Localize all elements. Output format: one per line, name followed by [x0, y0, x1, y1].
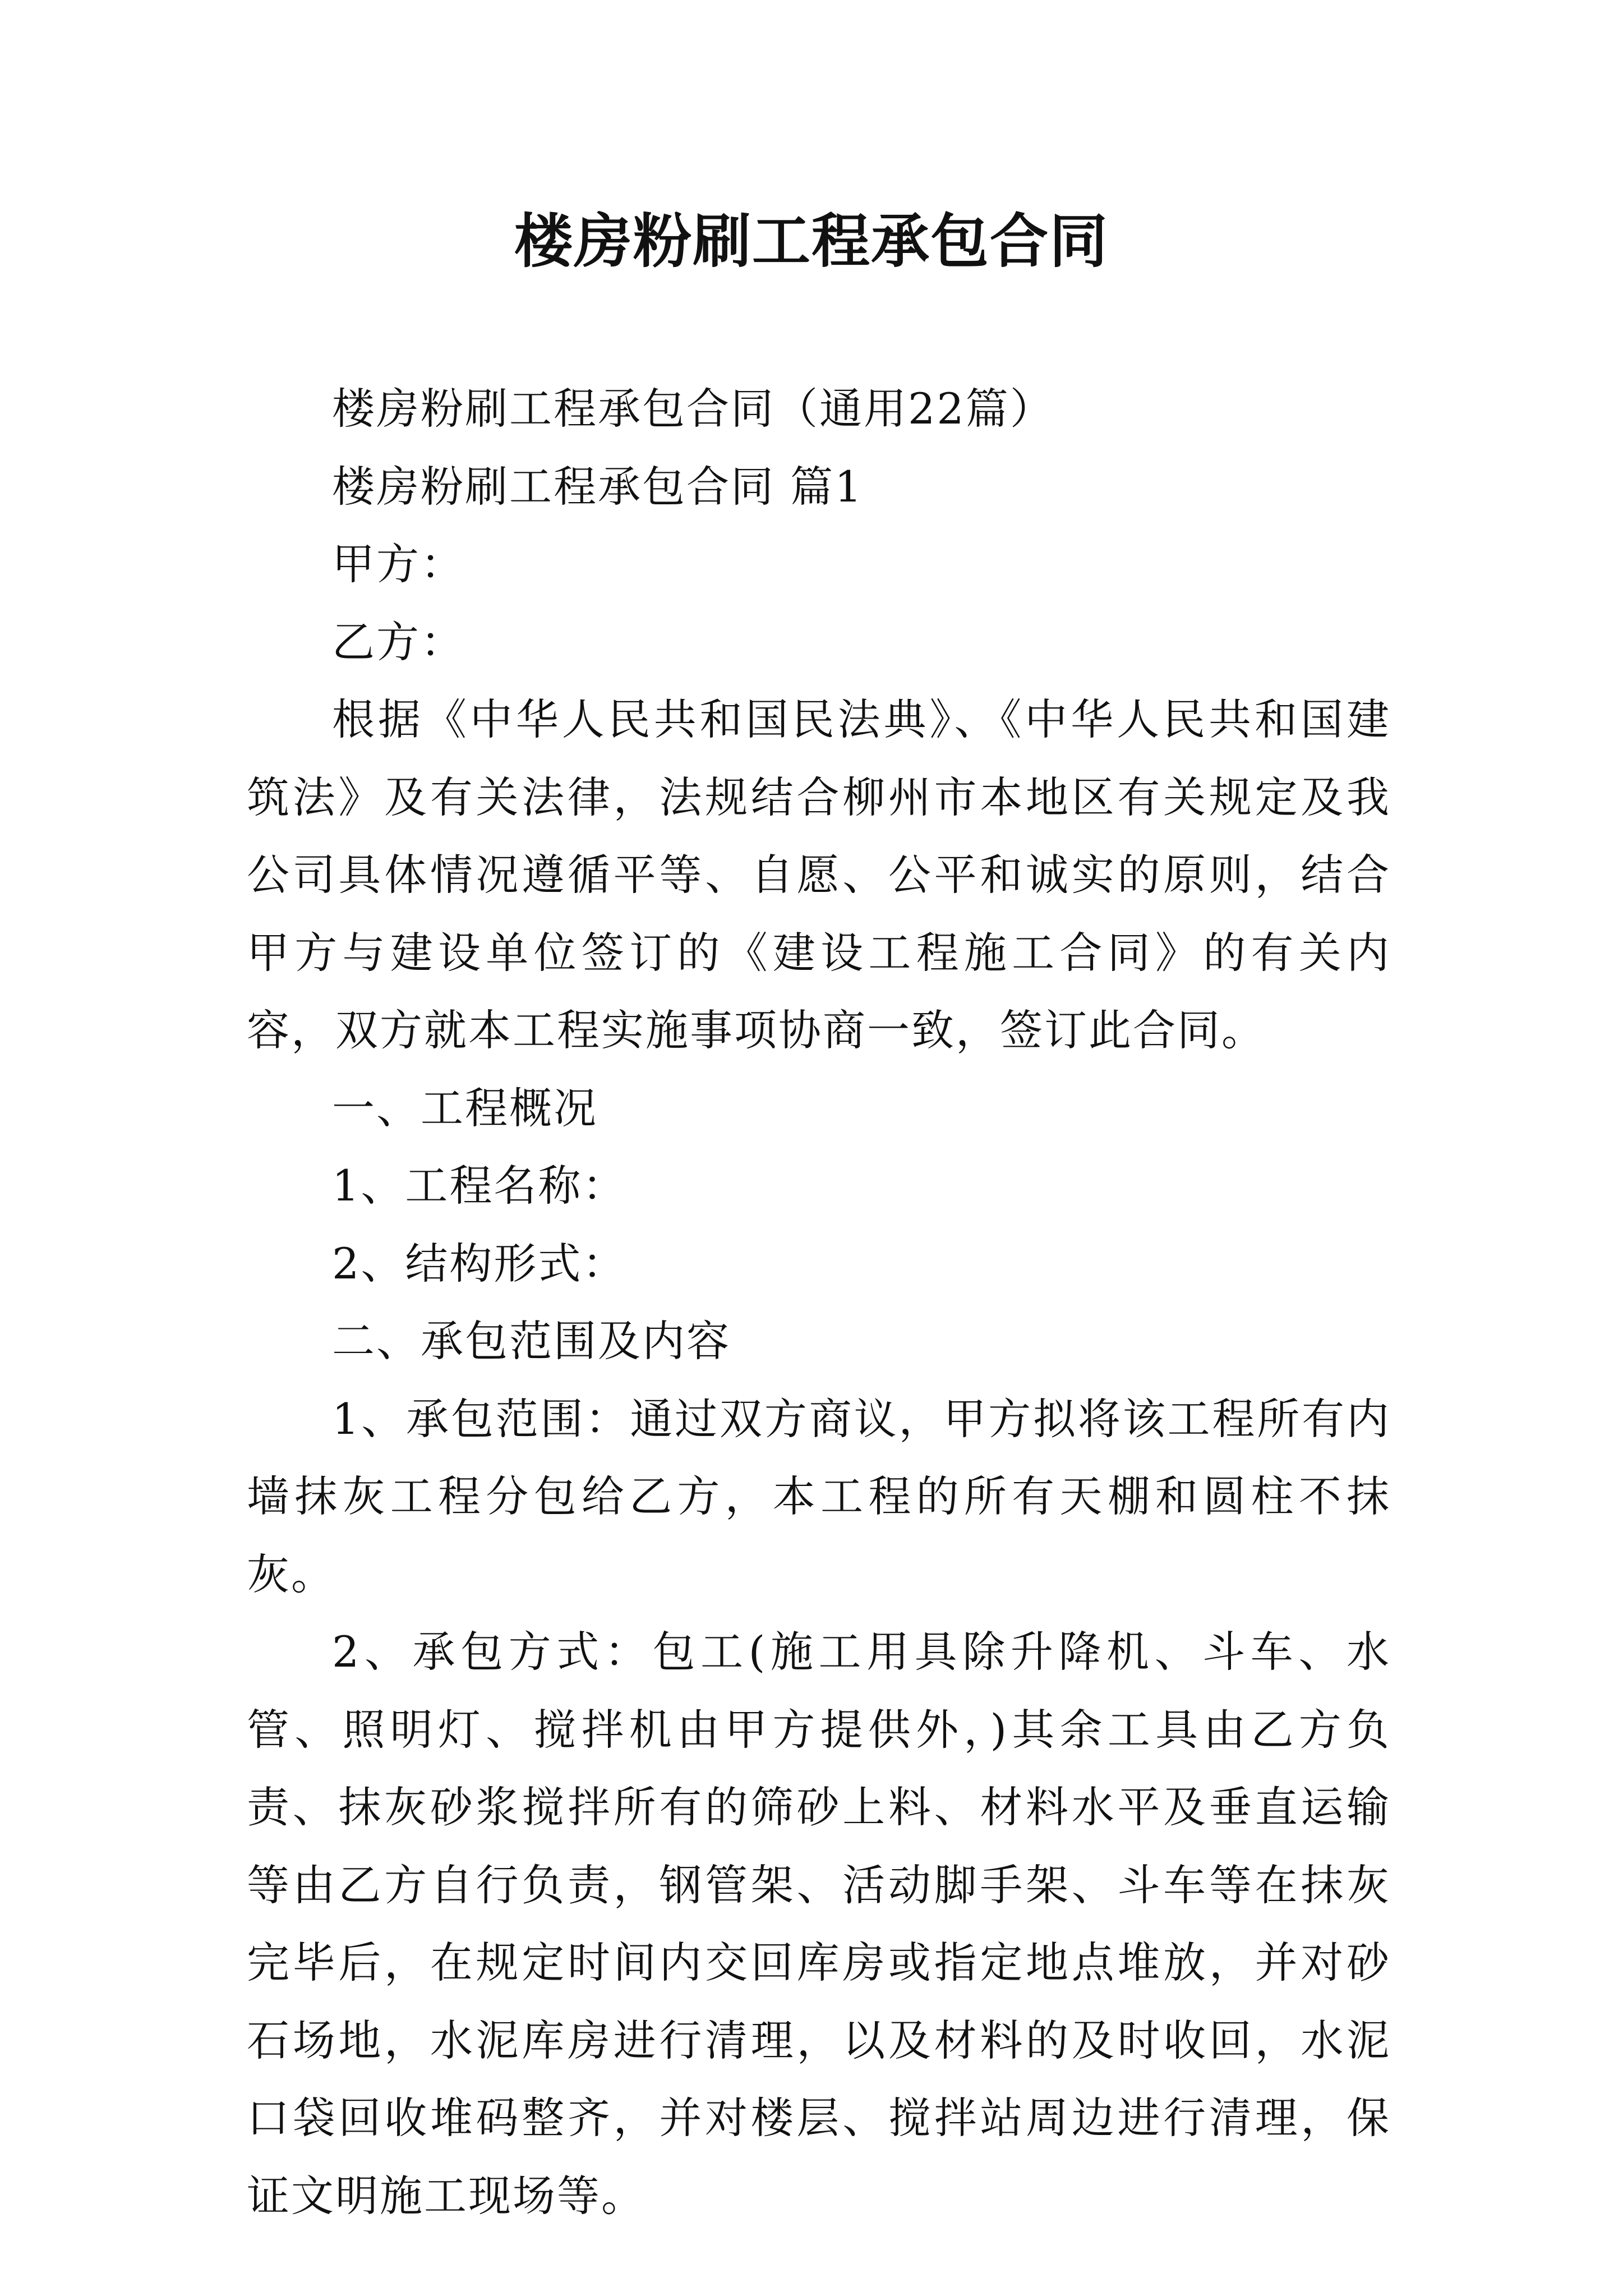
document-title: 楼房粉刷工程承包合同: [514, 207, 1109, 275]
preamble-paragraph: 根据《中华人民共和国民法典》、《中华人民共和国建筑法》及有关法律，法规结合柳州市本地区有关规定及我公司具体情况遵循平等、自愿、公平和诚实的原则，结合甲方与建设单位签订的《建设工程施工合同》的有关内容，双方就本工程实施事项协商一致，签订此合同。: [247, 694, 1391, 1055]
heading-project-overview: 一、工程概况: [332, 1083, 598, 1133]
heading-scope-and-content: 二、承包范围及内容: [332, 1316, 731, 1366]
party-a-line: 甲方：: [332, 539, 465, 589]
contract-method-paragraph: 2、承包方式：包工(施工用具除升降机、斗车、水管、照明灯、搅拌机由甲方提供外，)其余工具由乙方负责、抹灰砂浆搅拌所有的筛砂上料、材料水平及垂直运输等由乙方自行负责，钢管架、活动脚手架、斗车等在抹灰完毕后，在规定时间内交回库房或指定地点堆放，并对砂石场地，水泥库房进行清理，以及材料的及时收回，水泥口袋回收堆码整齐，并对楼层、搅拌站周边进行清理，保证文明施工现场等。: [247, 1627, 1391, 2221]
party-b-line: 乙方：: [332, 616, 465, 667]
project-name-line: 1、工程名称：: [332, 1161, 627, 1211]
scope-paragraph: 1、承包范围：通过双方商议，甲方拟将该工程所有内墙抹灰工程分包给乙方，本工程的所有天棚和圆柱不抹灰。: [247, 1393, 1391, 1599]
section-heading-part-1: 楼房粉刷工程承包合同 篇1: [332, 461, 864, 512]
subtitle-paragraph: 楼房粉刷工程承包合同（通用22篇）: [332, 384, 1054, 434]
structure-form-line: 2、结构形式：: [332, 1238, 627, 1289]
document-body: [247, 370, 1391, 2235]
